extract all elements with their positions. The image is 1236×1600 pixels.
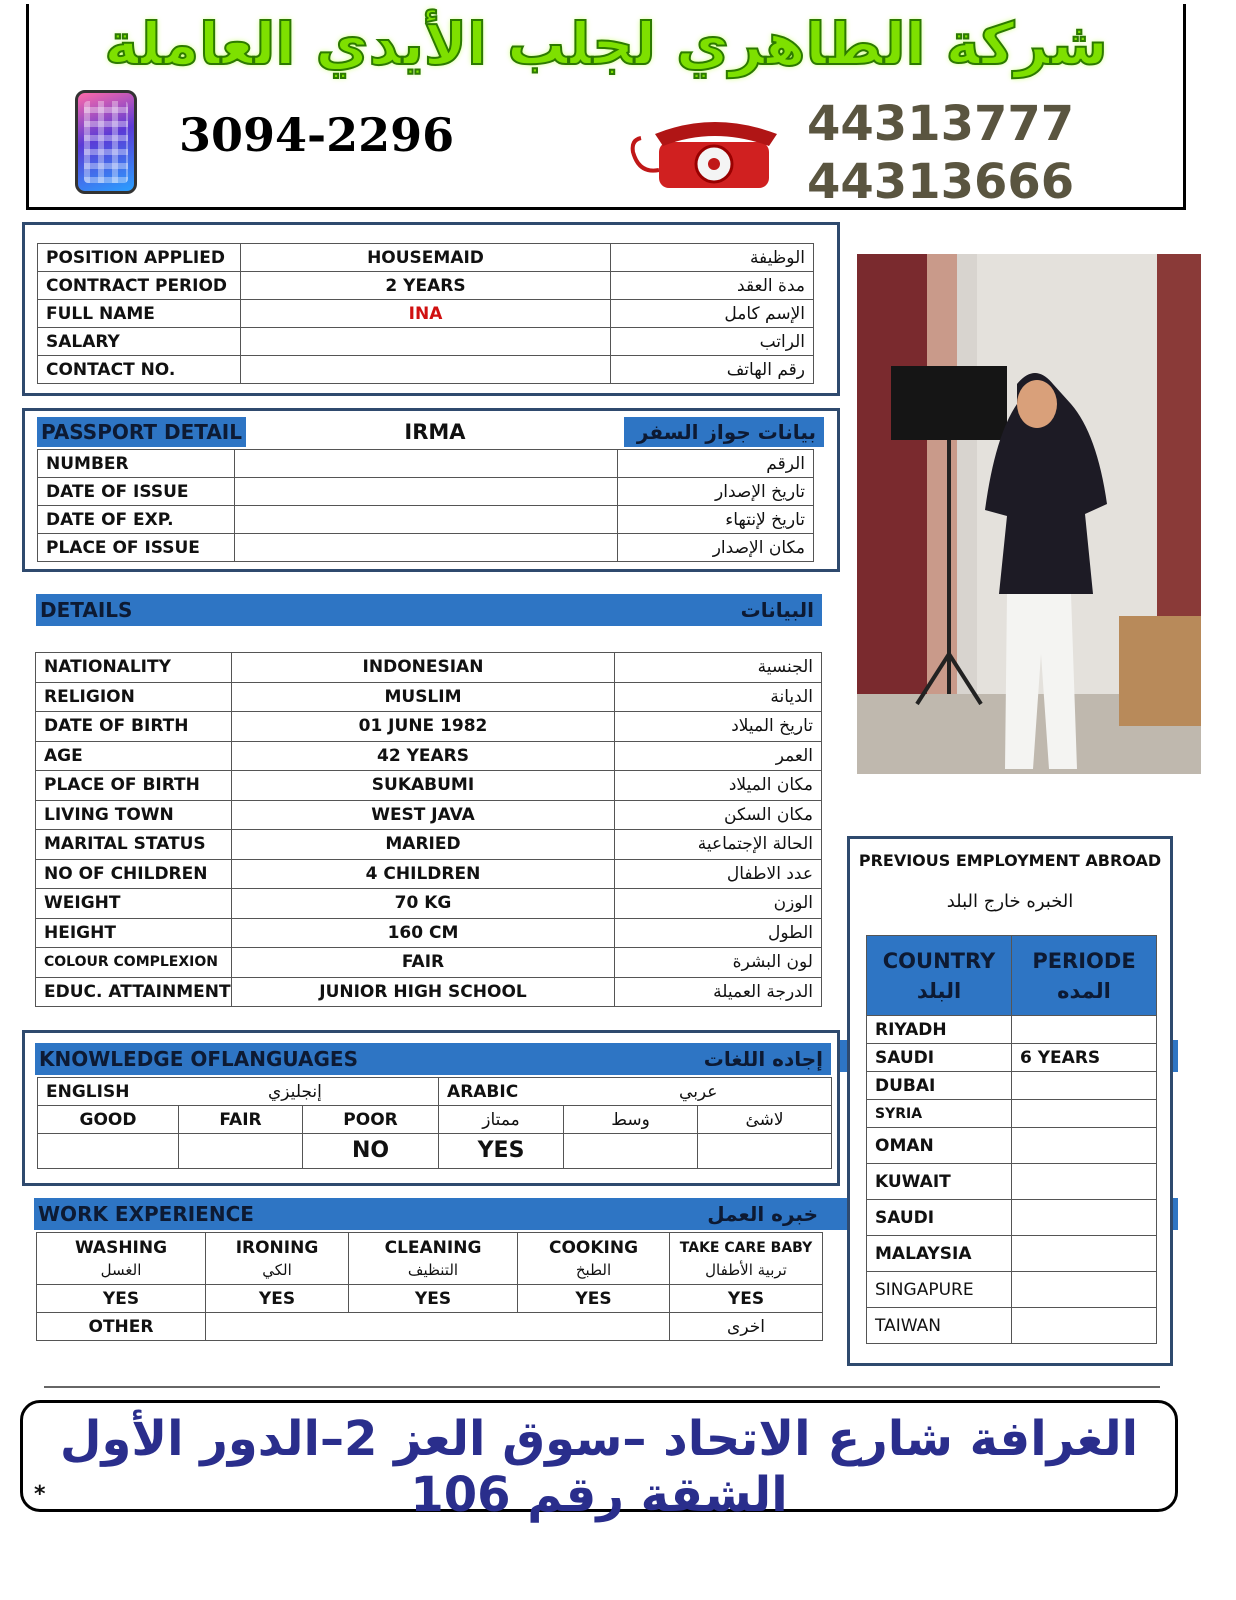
details-label: NO OF CHILDREN bbox=[36, 859, 232, 889]
footer bbox=[20, 1400, 1178, 1523]
basic-info-row bbox=[38, 356, 814, 384]
passport-row bbox=[38, 450, 814, 478]
basic-info-value bbox=[241, 328, 611, 356]
basic-info-row bbox=[38, 300, 814, 328]
previous-period bbox=[1012, 1016, 1157, 1044]
details-label-ar: لون البشرة bbox=[615, 948, 822, 978]
details-row bbox=[36, 682, 822, 712]
header bbox=[26, 4, 1186, 210]
previous-country: SYRIA bbox=[867, 1100, 1012, 1128]
skill-label: WASHING bbox=[74, 1237, 168, 1258]
passport-title-ar: بيانات جواز السفر bbox=[624, 417, 824, 447]
details-table bbox=[35, 652, 822, 1007]
english-label: ENGLISH bbox=[46, 1081, 130, 1102]
previous-row bbox=[867, 1200, 1157, 1236]
basic-info-row bbox=[38, 244, 814, 272]
language-value-0 bbox=[38, 1134, 179, 1169]
previous-period bbox=[1012, 1072, 1157, 1100]
basic-info-label: CONTRACT PERIOD bbox=[38, 272, 241, 300]
details-row bbox=[36, 977, 822, 1007]
details-value: MUSLIM bbox=[232, 682, 615, 712]
previous-title-ar: الخبره خارج البلد bbox=[946, 891, 1074, 912]
skill-label-ar: الغسل bbox=[100, 1260, 142, 1279]
details-label: HEIGHT bbox=[36, 918, 232, 948]
previous-country: SAUDI bbox=[867, 1044, 1012, 1072]
mobile-phone-icon bbox=[75, 90, 137, 194]
skill-0 bbox=[37, 1233, 206, 1285]
details-label: DATE OF BIRTH bbox=[36, 712, 232, 742]
details-value: 160 CM bbox=[232, 918, 615, 948]
details-value: WEST JAVA bbox=[232, 800, 615, 830]
basic-info-label-ar: رقم الهاتف bbox=[611, 356, 814, 384]
previous-row bbox=[867, 1128, 1157, 1164]
details-value: FAIR bbox=[232, 948, 615, 978]
other-label: OTHER bbox=[37, 1313, 206, 1341]
passport-row bbox=[38, 478, 814, 506]
details-value: 70 KG bbox=[232, 889, 615, 919]
details-row bbox=[36, 889, 822, 919]
previous-period bbox=[1012, 1272, 1157, 1308]
basic-info-row bbox=[38, 272, 814, 300]
details-label: RELIGION bbox=[36, 682, 232, 712]
passport-row bbox=[38, 534, 814, 562]
details-label-ar: الوزن bbox=[615, 889, 822, 919]
language-value-4 bbox=[564, 1134, 698, 1169]
skill-1 bbox=[206, 1233, 349, 1285]
english-label-ar: إنجليزي bbox=[268, 1081, 322, 1102]
details-row bbox=[36, 918, 822, 948]
details-label-ar: الدرجة العميلة bbox=[615, 977, 822, 1007]
previous-country: KUWAIT bbox=[867, 1164, 1012, 1200]
skill-label: COOKING bbox=[548, 1237, 639, 1258]
skill-value: YES bbox=[349, 1285, 518, 1313]
details-label-ar: الحالة الإجتماعية bbox=[615, 830, 822, 860]
details-label: WEIGHT bbox=[36, 889, 232, 919]
other-label-ar: اخرى bbox=[670, 1313, 823, 1341]
passport-value bbox=[235, 534, 618, 562]
passport-label-ar: تاريخ الإصدار bbox=[618, 478, 814, 506]
details-value: INDONESIAN bbox=[232, 653, 615, 683]
skill-label-ar: تربية الأطفال bbox=[705, 1260, 787, 1279]
details-value: 42 YEARS bbox=[232, 741, 615, 771]
passport-row bbox=[38, 506, 814, 534]
details-label-ar: الطول bbox=[615, 918, 822, 948]
skill-label: IRONING bbox=[235, 1237, 319, 1258]
basic-info-value bbox=[241, 356, 611, 384]
details-value: JUNIOR HIGH SCHOOL bbox=[232, 977, 615, 1007]
previous-row bbox=[867, 1164, 1157, 1200]
basic-info-label: FULL NAME bbox=[38, 300, 241, 328]
language-level-0: GOOD bbox=[38, 1106, 179, 1134]
basic-info-label: POSITION APPLIED bbox=[38, 244, 241, 272]
skill-3 bbox=[518, 1233, 670, 1285]
work-title: WORK EXPERIENCE خبره العمل bbox=[34, 1198, 1178, 1230]
language-value-5 bbox=[698, 1134, 832, 1169]
basic-info-section bbox=[22, 222, 840, 396]
previous-country: SINGAPURE bbox=[867, 1272, 1012, 1308]
details-row bbox=[36, 948, 822, 978]
previous-row bbox=[867, 1100, 1157, 1128]
details-label-ar: الجنسية bbox=[615, 653, 822, 683]
previous-row bbox=[867, 1016, 1157, 1044]
languages-table bbox=[37, 1077, 832, 1169]
skill-label: TAKE CARE BABY bbox=[679, 1239, 813, 1256]
previous-period: 6 YEARS bbox=[1012, 1044, 1157, 1072]
skill-4 bbox=[670, 1233, 823, 1285]
basic-info-value: HOUSEMAID bbox=[241, 244, 611, 272]
details-label: MARITAL STATUS bbox=[36, 830, 232, 860]
previous-table bbox=[866, 935, 1157, 1344]
address: الغرافة شارع الاتحاد –سوق العز 2–الدور الأول الشقة رقم 106 bbox=[59, 1411, 1139, 1523]
basic-info-label: CONTACT NO. bbox=[38, 356, 241, 384]
previous-country: OMAN bbox=[867, 1128, 1012, 1164]
language-level-4: وسط bbox=[564, 1106, 698, 1134]
mobile-number: 3094-2296 bbox=[179, 108, 455, 162]
previous-row bbox=[867, 1044, 1157, 1072]
previous-row bbox=[867, 1308, 1157, 1344]
passport-table bbox=[37, 449, 814, 562]
passport-value bbox=[235, 478, 618, 506]
details-label-ar: مكان الميلاد bbox=[615, 771, 822, 801]
basic-info-label-ar: الوظيفة bbox=[611, 244, 814, 272]
basic-info-label-ar: مدة العقد bbox=[611, 272, 814, 300]
passport-title: PASSPORT DETAIL bbox=[37, 417, 246, 447]
basic-info-row bbox=[38, 328, 814, 356]
details-label-ar: الديانة bbox=[615, 682, 822, 712]
languages-title: KNOWLEDGE OFLANGUAGES إجاده اللغات bbox=[35, 1043, 831, 1075]
language-level-3: ممتاز bbox=[439, 1106, 564, 1134]
other-value bbox=[206, 1313, 670, 1341]
language-level-5: لاشئ bbox=[698, 1106, 832, 1134]
details-row bbox=[36, 653, 822, 683]
details-label-ar: عدد الاطفال bbox=[615, 859, 822, 889]
details-label: EDUC. ATTAINMENT bbox=[36, 977, 232, 1007]
country-header: COUNTRY البلد bbox=[867, 936, 1012, 1016]
details-label-ar: مكان السكن bbox=[615, 800, 822, 830]
skill-label: CLEANING bbox=[384, 1237, 482, 1258]
passport-label-ar: الرقم bbox=[618, 450, 814, 478]
details-row bbox=[36, 859, 822, 889]
previous-country: DUBAI bbox=[867, 1072, 1012, 1100]
language-value-2: NO bbox=[303, 1134, 439, 1169]
period-header: PERIODE المده bbox=[1012, 936, 1157, 1016]
details-label-ar: العمر bbox=[615, 741, 822, 771]
skill-value: YES bbox=[37, 1285, 206, 1313]
passport-label-ar: تاريخ لإنتهاء bbox=[618, 506, 814, 534]
previous-row bbox=[867, 1072, 1157, 1100]
previous-country: RIYADH bbox=[867, 1016, 1012, 1044]
skill-label-ar: التنظيف bbox=[407, 1260, 459, 1279]
details-label: PLACE OF BIRTH bbox=[36, 771, 232, 801]
basic-info-label-ar: الإسم كامل bbox=[611, 300, 814, 328]
phone-number-2: 44313666 bbox=[807, 154, 1075, 210]
previous-country: TAIWAN bbox=[867, 1308, 1012, 1344]
details-label: AGE bbox=[36, 741, 232, 771]
skill-value: YES bbox=[670, 1285, 823, 1313]
details-value: 01 JUNE 1982 bbox=[232, 712, 615, 742]
previous-period bbox=[1012, 1308, 1157, 1344]
previous-period bbox=[1012, 1236, 1157, 1272]
basic-info-value: 2 YEARS bbox=[241, 272, 611, 300]
previous-period bbox=[1012, 1200, 1157, 1236]
previous-title: PREVIOUS EMPLOYMENT ABROAD bbox=[858, 851, 1162, 870]
previous-country: MALAYSIA bbox=[867, 1236, 1012, 1272]
details-value: MARIED bbox=[232, 830, 615, 860]
details-row bbox=[36, 800, 822, 830]
previous-period bbox=[1012, 1164, 1157, 1200]
details-row bbox=[36, 712, 822, 742]
passport-label: DATE OF ISSUE bbox=[38, 478, 235, 506]
company-name: شركة الطاهري لجلب الأيدي العاملة bbox=[104, 10, 1108, 78]
basic-info-label: SALARY bbox=[38, 328, 241, 356]
previous-employment-section bbox=[847, 836, 1173, 1366]
details-row bbox=[36, 771, 822, 801]
previous-row bbox=[867, 1236, 1157, 1272]
skill-value: YES bbox=[518, 1285, 670, 1313]
details-label-ar: تاريخ الميلاد bbox=[615, 712, 822, 742]
basic-info-value: INA bbox=[241, 300, 611, 328]
details-value: 4 CHILDREN bbox=[232, 859, 615, 889]
previous-period bbox=[1012, 1100, 1157, 1128]
basic-info-table bbox=[37, 243, 814, 384]
previous-row bbox=[867, 1272, 1157, 1308]
details-label: COLOUR COMPLEXION bbox=[36, 948, 232, 978]
language-value-3: YES bbox=[439, 1134, 564, 1169]
footnote-star: * bbox=[34, 1482, 46, 1507]
language-value-1 bbox=[179, 1134, 303, 1169]
work-table bbox=[36, 1232, 823, 1341]
details-label: NATIONALITY bbox=[36, 653, 232, 683]
passport-section bbox=[22, 408, 840, 572]
skill-value: YES bbox=[206, 1285, 349, 1313]
language-level-1: FAIR bbox=[179, 1106, 303, 1134]
passport-label-ar: مكان الإصدار bbox=[618, 534, 814, 562]
details-row bbox=[36, 830, 822, 860]
details-label: LIVING TOWN bbox=[36, 800, 232, 830]
passport-value bbox=[235, 506, 618, 534]
previous-country: SAUDI bbox=[867, 1200, 1012, 1236]
passport-value bbox=[235, 450, 618, 478]
arabic-label: ARABIC bbox=[447, 1081, 519, 1102]
candidate-photo bbox=[857, 254, 1201, 774]
details-value: SUKABUMI bbox=[232, 771, 615, 801]
passport-label: DATE OF EXP. bbox=[38, 506, 235, 534]
skill-label-ar: الطبخ bbox=[575, 1260, 612, 1279]
passport-label: PLACE OF ISSUE bbox=[38, 534, 235, 562]
details-row bbox=[36, 741, 822, 771]
telephone-icon bbox=[629, 112, 779, 192]
previous-period bbox=[1012, 1128, 1157, 1164]
passport-name: IRMA bbox=[404, 420, 466, 444]
skill-label-ar: الكي bbox=[262, 1260, 292, 1279]
basic-info-label-ar: الراتب bbox=[611, 328, 814, 356]
languages-section bbox=[22, 1030, 840, 1186]
language-level-2: POOR bbox=[303, 1106, 439, 1134]
arabic-label-ar: عربي bbox=[679, 1081, 718, 1102]
skill-2 bbox=[349, 1233, 518, 1285]
details-title: DETAILS البيانات bbox=[36, 594, 822, 626]
passport-label: NUMBER bbox=[38, 450, 235, 478]
divider bbox=[44, 1386, 1160, 1388]
phone-number-1: 44313777 bbox=[807, 96, 1075, 152]
